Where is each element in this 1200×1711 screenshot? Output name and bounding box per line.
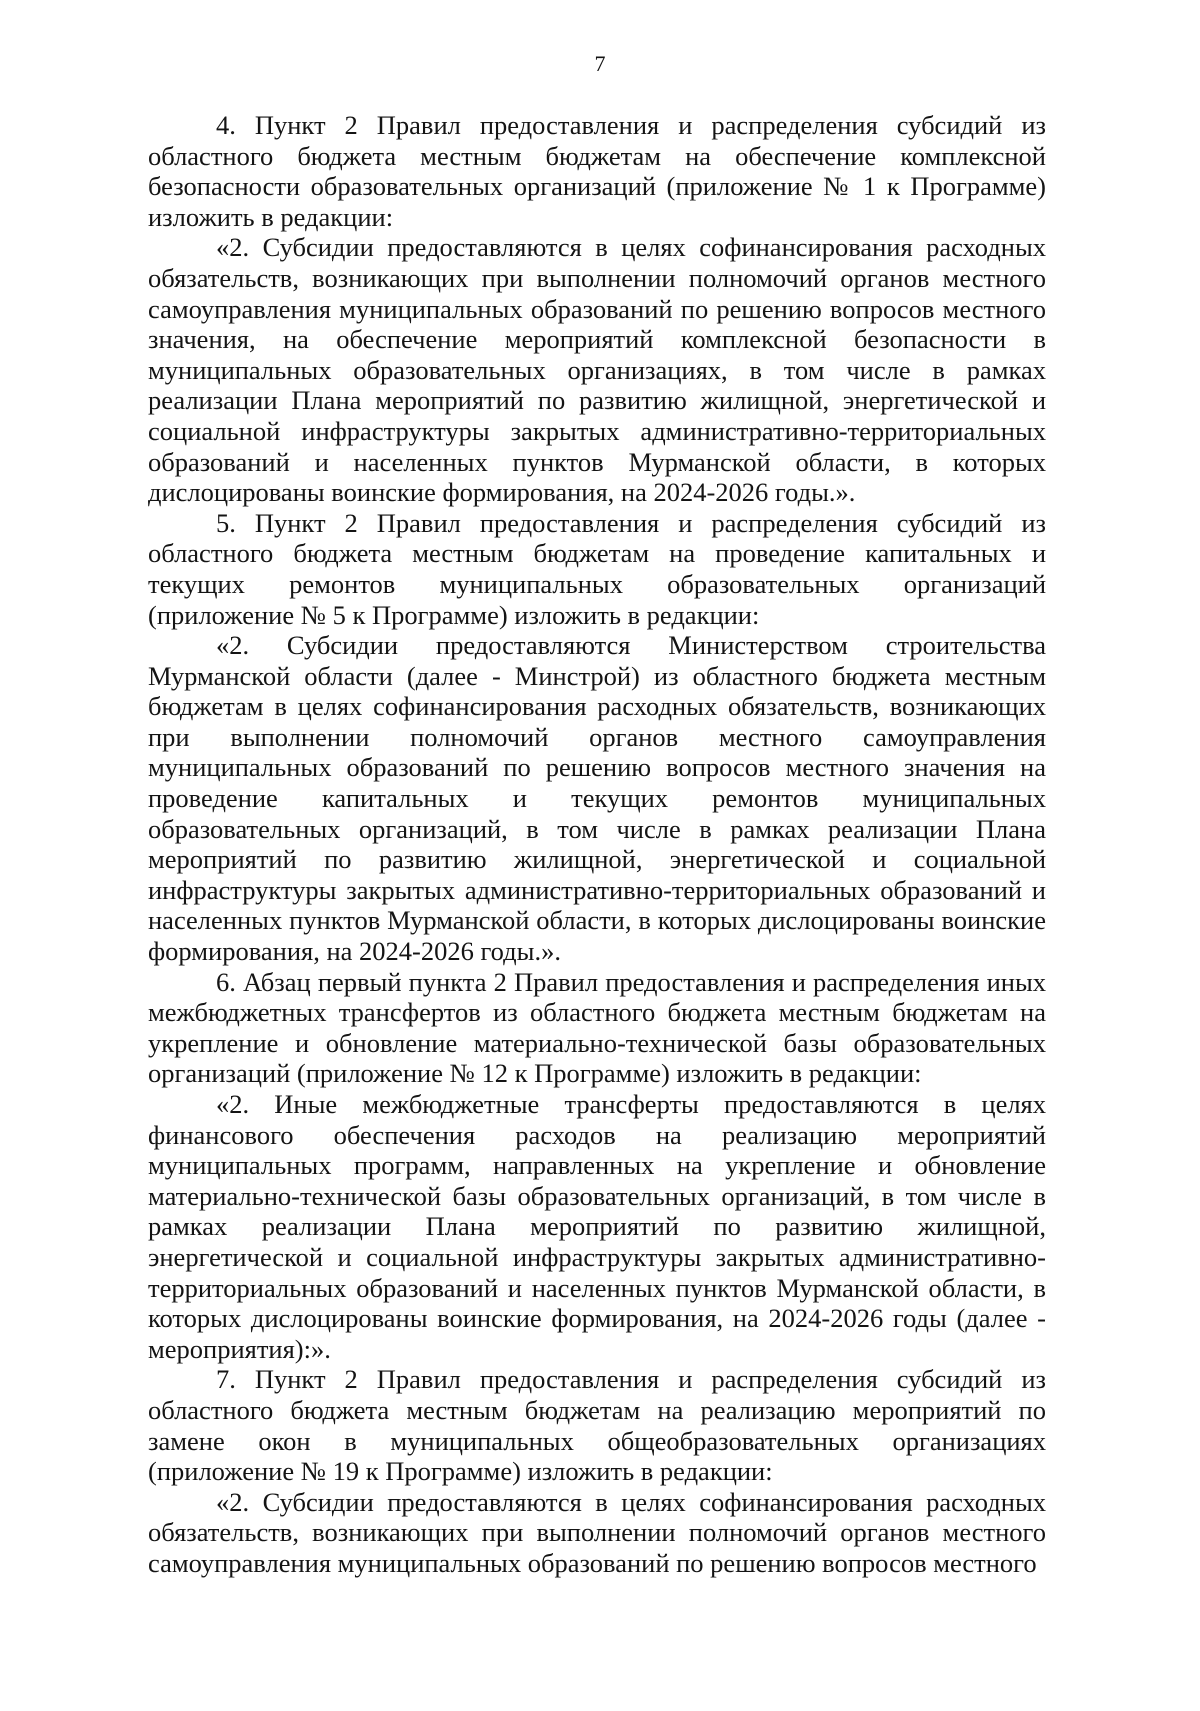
- paragraph-item-7-quote: «2. Субсидии предоставляются в целях софинансирования расходных обязательств, возникающих при выполнении полномочий органов местного самоуправления муниципальных образований по решению вопросов местного: [148, 1486, 1046, 1578]
- paragraph-item-4-quote: «2. Субсидии предоставляются в целях софинансирования расходных обязательств, возникающих при выполнении полномочий органов местного самоуправления муниципальных образований по решению вопросов местного значения, на обеспечение мероприятий комплексной безопасности в муниципальных образовательных организациях, в том числе в рамках реализации Плана мероприятий по развитию жилищной, энергетической и социальной инфраструктуры закрытых административно-территориальных образований и населенных пунктов Мурманской области, в которых дислоцированы воинские формирования, на 2024-2026 годы.».: [148, 232, 1046, 508]
- document-body: [148, 110, 1046, 1579]
- page-number: 7: [594, 51, 606, 76]
- paragraph-item-5: 5. Пункт 2 Правил предоставления и распределения субсидий из областного бюджета местным бюджетам на проведение капитальных и текущих ремонтов муниципальных образовательных организаций (приложение № 5 к Программе) изложить в редакции:: [148, 507, 1046, 630]
- paragraph-item-4: 4. Пункт 2 Правил предоставления и распределения субсидий из областного бюджета местным бюджетам на обеспечение комплексной безопасности образовательных организаций (приложение № 1 к Программе) изложить в редакции:: [148, 110, 1046, 232]
- paragraph-item-5-quote: «2. Субсидии предоставляются Министерством строительства Мурманской области (далее - Минстрой) из областного бюджета местным бюджетам в целях софинансирования расходных обязательств, возникающих при выполнении полномочий органов местного самоуправления муниципальных образований по решению вопросов местного значения на проведение капитальных и текущих ремонтов муниципальных образовательных организаций, в том числе в рамках реализации Плана мероприятий по развитию жилищной, энергетической и социальной инфраструктуры закрытых административно-территориальных образований и населенных пунктов Мурманской области, в которых дислоцированы воинские формирования, на 2024-2026 годы.».: [148, 630, 1046, 967]
- paragraph-item-7: 7. Пункт 2 Правил предоставления и распределения субсидий из областного бюджета местным бюджетам на реализацию мероприятий по замене окон в муниципальных общеобразовательных организациях (приложение № 19 к Программе) изложить в редакции:: [148, 1364, 1046, 1487]
- paragraph-item-6-quote: «2. Иные межбюджетные трансферты предоставляются в целях финансового обеспечения расходов на реализацию мероприятий муниципальных программ, направленных на укрепление и обновление материально-технической базы образовательных организаций, в том числе в рамках реализации Плана мероприятий по развитию жилищной, энергетической и социальной инфраструктуры закрытых административно-территориальных образований и населенных пунктов Мурманской области, в которых дислоцированы воинские формирования, на 2024-2026 годы (далее - мероприятия):».: [148, 1089, 1046, 1364]
- paragraph-item-6: 6. Абзац первый пункта 2 Правил предоставления и распределения иных межбюджетных трансфертов из областного бюджета местным бюджетам на укрепление и обновление материально-технической базы образовательных организаций (приложение № 12 к Программе) изложить в редакции:: [148, 966, 1046, 1089]
